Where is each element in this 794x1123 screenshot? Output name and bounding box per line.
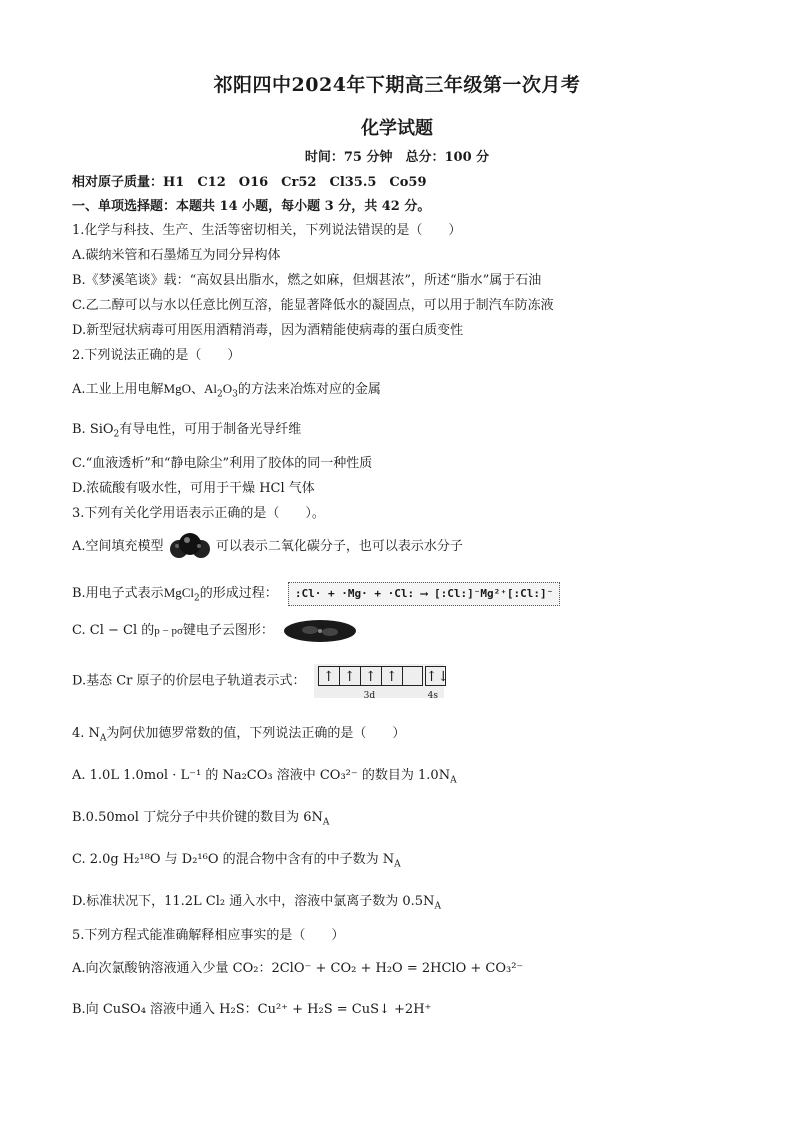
q3-b-post: 的形成过程： bbox=[199, 586, 278, 601]
q2-b-sub: 2 bbox=[113, 429, 120, 440]
q5-option-b: B.向 CuSO₄ 溶液中通入 H₂S：Cu²⁺ + H₂S = CuS↓ +2H⁺ bbox=[72, 1002, 432, 1017]
exam-title: 祁阳四中2024年下期高三年级第一次月考 bbox=[213, 74, 581, 96]
q4-c-text: C. 2.0g H₂¹⁸O 与 D₂¹⁶O 的混合物中含有的中子数为 N bbox=[72, 852, 395, 867]
q4-option-c bbox=[72, 851, 401, 869]
q4-a-text: A. 1.0L 1.0mol · L⁻¹ 的 Na₂CO₃ 溶液中 CO₃²⁻ 的数目为 1.0N bbox=[72, 768, 451, 783]
q2-a-mgo: MgO bbox=[163, 381, 191, 396]
q3-c-pre: C. Cl − Cl 的 bbox=[72, 623, 155, 638]
space-filling-model-figure bbox=[168, 532, 212, 562]
q2-a-sub2: 3 bbox=[232, 389, 238, 400]
atomic-mass-line: 相对原子质量：H1 C12 O16 Cr52 Cl35.5 Co59 bbox=[72, 175, 427, 190]
q4-b-sub: A bbox=[322, 817, 330, 828]
q2-option-b bbox=[72, 421, 301, 439]
q3-option-a bbox=[72, 538, 463, 556]
q2-option-c: C.“血液透析”和“静电除尘”利用了胶体的同一种性质 bbox=[72, 456, 373, 471]
orbital-3d-group bbox=[318, 666, 423, 686]
q2-b-pre: B. SiO bbox=[72, 422, 114, 437]
q2-option-d: D.浓硫酸有吸水性，可用于干燥 HCl 气体 bbox=[72, 481, 315, 496]
q2-a-sep: 、 bbox=[190, 382, 204, 397]
q4-stem-post: 为阿伏加德罗常数的值，下列说法正确的是（ ） bbox=[106, 726, 406, 741]
q3-c-mid: p − pσ bbox=[154, 625, 183, 637]
q3-option-c bbox=[72, 622, 360, 640]
orbital-diagram-figure bbox=[314, 664, 450, 701]
q2-a-sub1: 2 bbox=[217, 389, 223, 400]
q2-stem: 2.下列说法正确的是（ ） bbox=[72, 348, 241, 363]
q4-c-sub: A bbox=[394, 859, 401, 870]
q4-stem-sub: A bbox=[99, 733, 107, 744]
q3-a-pre: A.空间填充模型 bbox=[72, 539, 164, 554]
q1-option-b: B.《梦溪笔谈》载：“高奴县出脂水，燃之如麻，但烟甚浓”，所述“脂水”属于石油 bbox=[72, 273, 542, 288]
orbital-3d-box-2: ↑ bbox=[339, 666, 360, 686]
orbital-4s-label: 4s bbox=[427, 691, 439, 701]
q2-a-al: Al bbox=[204, 381, 217, 396]
q4-stem bbox=[72, 725, 405, 743]
orbital-3d-label: 3d bbox=[363, 691, 376, 701]
exam-time-info: 时间：75 分钟 总分：100 分 bbox=[304, 150, 490, 165]
q3-b-pre: B.用电子式表示 bbox=[72, 586, 164, 601]
orbital-3d-box-1: ↑ bbox=[318, 666, 339, 686]
q3-stem: 3.下列有关化学用语表示正确的是（ ）。 bbox=[72, 506, 325, 521]
orbital-3d-box-4: ↑ bbox=[381, 666, 402, 686]
q4-option-b bbox=[72, 809, 329, 827]
q3-a-post: 可以表示二氧化碳分子，也可以表示水分子 bbox=[215, 539, 463, 554]
q3-b-sub: 2 bbox=[194, 593, 200, 604]
q5-option-a: A.向次氯酸钠溶液通入少量 CO₂：2ClO⁻ + CO₂ + H₂O = 2HClO + CO₃²⁻ bbox=[72, 961, 524, 976]
exam-subject: 化学试题 bbox=[361, 118, 433, 139]
q3-option-b bbox=[72, 582, 560, 606]
q5-stem: 5.下列方程式能准确解释相应事实的是（ ） bbox=[72, 928, 345, 943]
electron-formula-figure: :Cl· + ·Mg· + ·Cl: ⟶ [:Cl:]⁻Mg²⁺[:Cl:]⁻ bbox=[288, 582, 560, 606]
q1-option-c: C.乙二醇可以与水以任意比例互溶，能显著降低水的凝固点，可以用于制汽车防冻液 bbox=[72, 298, 554, 313]
q4-option-d bbox=[72, 893, 441, 911]
section-heading: 一、单项选择题：本题共 14 小题，每小题 3 分，共 42 分。 bbox=[72, 199, 431, 214]
q4-option-a bbox=[72, 767, 457, 785]
orbital-4s-box: ↑↓ bbox=[425, 666, 446, 686]
q1-option-a: A.碳纳米管和石墨烯互为同分异构体 bbox=[72, 248, 281, 263]
q1-stem: 1.化学与科技、生产、生活等密切相关，下列说法错误的是（ ） bbox=[72, 223, 462, 238]
q2-b-post: 有导电性，可用于制备光导纤维 bbox=[119, 422, 302, 437]
q4-d-sub: A bbox=[434, 901, 441, 912]
q4-a-sub: A bbox=[450, 775, 457, 786]
q2-option-a bbox=[72, 380, 381, 399]
q3-c-post: 键电子云图形： bbox=[182, 623, 274, 638]
q2-a-post: 的方法来冶炼对应的金属 bbox=[237, 382, 381, 397]
q3-d-pre: D.基态 Cr 原子的价层电子轨道表示式： bbox=[72, 673, 306, 689]
orbital-3d-box-5 bbox=[402, 666, 423, 686]
q2-a-pre: A.工业上用电解 bbox=[72, 382, 164, 397]
q4-stem-pre: 4. N bbox=[72, 726, 100, 741]
q3-b-mg: MgCl bbox=[163, 585, 195, 600]
q3-option-d bbox=[72, 669, 450, 701]
orbital-3d-box-3: ↑ bbox=[360, 666, 381, 686]
q2-a-o: O bbox=[222, 381, 233, 396]
q4-d-text: D.标准状况下，11.2L Cl₂ 通入水中，溶液中氯离子数为 0.5N bbox=[72, 894, 435, 909]
q1-option-d: D.新型冠状病毒可用医用酒精消毒，因为酒精能使病毒的蛋白质变性 bbox=[72, 323, 464, 338]
electron-cloud-figure bbox=[280, 618, 360, 644]
q4-b-text: B.0.50mol 丁烷分子中共价键的数目为 6N bbox=[72, 810, 323, 825]
